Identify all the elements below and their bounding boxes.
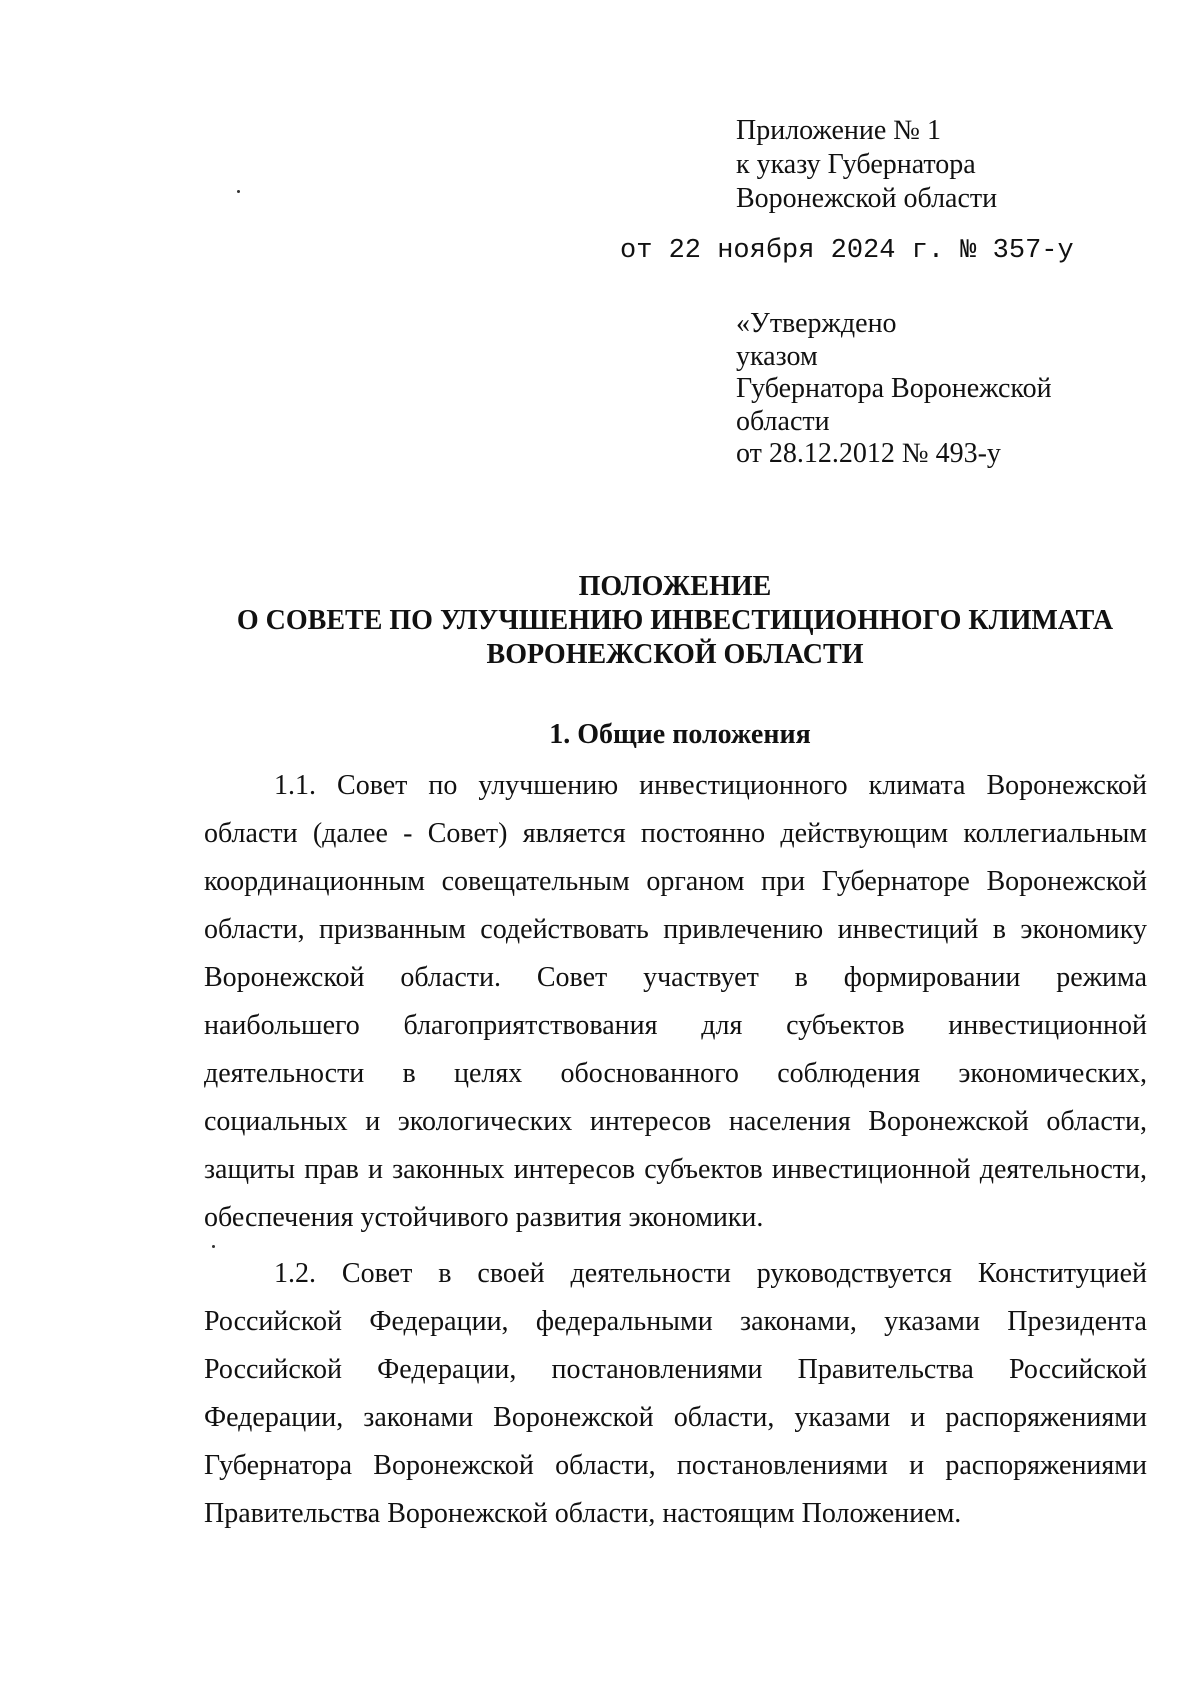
paragraph-line: координационным совещательным органом при Губернаторе Воронежской <box>204 866 1147 897</box>
paragraph-line: Воронежской области. Совет участвует в формировании режима <box>204 962 1147 993</box>
appendix-line: Воронежской области <box>736 183 998 214</box>
paragraph-line: наибольшего благоприятствования для субъектов инвестиционной <box>204 1010 1147 1041</box>
paragraph-1-1 <box>204 762 1147 1242</box>
document-title <box>150 570 1200 672</box>
title-line: ПОЛОЖЕНИЕ <box>578 571 772 602</box>
approval-line: области <box>736 405 830 437</box>
approval-line: указом <box>736 340 818 372</box>
title-line: ВОРОНЕЖСКОЙ ОБЛАСТИ <box>486 639 864 670</box>
scan-speck <box>212 1245 215 1248</box>
paragraph-line: защиты прав и законных интересов субъектов инвестиционной деятельности, <box>204 1154 1147 1185</box>
approval-stamp-text <box>736 308 1052 471</box>
paragraph-line: 1.1. Совет по улучшению инвестиционного климата Воронежской <box>274 770 1147 801</box>
registration-number: от 22 ноября 2024 г. № 357-у <box>620 236 1074 266</box>
approval-line: от 28.12.2012 № 493-у <box>736 438 1001 469</box>
paragraph-1-2 <box>204 1250 1147 1538</box>
paragraph-line: Российской Федерации, федеральными законами, указами Президента <box>204 1306 1147 1337</box>
scan-speck <box>237 190 240 193</box>
paragraph-line: Федерации, законами Воронежской области, указами и распоряжениями <box>204 1402 1147 1433</box>
paragraph-line: Российской Федерации, постановлениями Правительства Российской <box>204 1354 1147 1385</box>
paragraph-line: Правительства Воронежской области, настоящим Положением. <box>204 1498 962 1529</box>
paragraph-line: социальных и экологических интересов населения Воронежской области, <box>204 1106 1147 1137</box>
section-heading: 1. Общие положения <box>549 719 811 750</box>
paragraph-line: области, призванным содействовать привлечению инвестиций в экономику <box>204 914 1147 945</box>
approval-line: Губернатора Воронежской <box>736 373 1052 404</box>
approval-line: «Утверждено <box>736 308 897 339</box>
paragraph-line: области (далее - Совет) является постоянно действующим коллегиальным <box>204 818 1147 849</box>
paragraph-line: 1.2. Совет в своей деятельности руководствуется Конституцией <box>274 1258 1147 1289</box>
paragraph-line: Губернатора Воронежской области, постановлениями и распоряжениями <box>204 1450 1147 1481</box>
paragraph-line: деятельности в целях обоснованного соблюдения экономических, <box>204 1058 1147 1089</box>
appendix-line: к указу Губернатора <box>736 149 976 180</box>
title-line: О СОВЕТЕ ПО УЛУЧШЕНИЮ ИНВЕСТИЦИОННОГО КЛИМАТА <box>236 605 1114 636</box>
appendix-line: Приложение № 1 <box>736 115 941 146</box>
appendix-header <box>736 114 997 216</box>
paragraph-line: обеспечения устойчивого развития экономики. <box>204 1202 764 1233</box>
